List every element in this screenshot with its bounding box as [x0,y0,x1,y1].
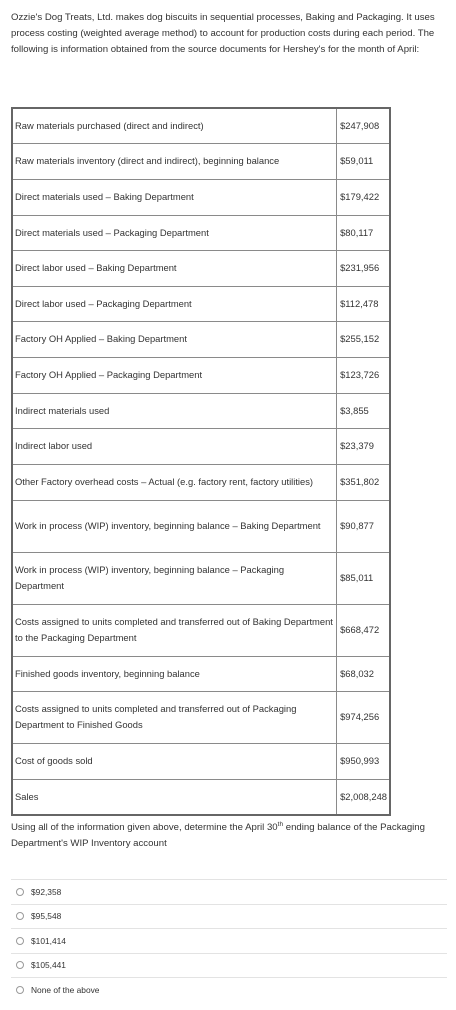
row-value: $23,379 [337,428,390,464]
table-row [12,250,390,286]
row-value: $974,256 [337,691,390,743]
row-label: Factory OH Applied – Baking Department [12,321,337,357]
row-value: $68,032 [337,656,390,691]
table-row [12,428,390,464]
answer-option[interactable] [11,928,447,953]
cost-data-table [11,107,391,816]
answer-option[interactable] [11,977,447,1002]
radio-button-icon[interactable] [16,937,24,945]
row-value: $85,011 [337,552,390,604]
row-value: $80,117 [337,215,390,250]
answer-option[interactable] [11,953,447,978]
question-text-start: Using all of the information given above, determine the April 30 [11,822,278,833]
radio-button-icon[interactable] [16,986,24,994]
row-label: Indirect labor used [12,428,337,464]
row-label: Costs assigned to units completed and transferred out of Baking Department to the Packaging Department [12,604,337,656]
question-text-end: ending balance of the Packaging Department's WIP Inventory account [11,822,425,849]
table-row [12,108,390,143]
row-value: $179,422 [337,179,390,215]
answer-option[interactable] [11,879,447,904]
row-value: $351,802 [337,464,390,500]
answer-option-label: $92,358 [31,886,62,897]
table-row [12,357,390,393]
answer-option-label: $101,414 [31,935,66,946]
question-superscript: th [277,820,284,828]
table-row [12,215,390,250]
row-label: Finished goods inventory, beginning balance [12,656,337,691]
row-label: Work in process (WIP) inventory, beginning balance – Packaging Department [12,552,337,604]
table-row [12,656,390,691]
question-text [11,820,447,852]
table-row [12,552,390,604]
table-row [12,500,390,552]
row-value: $59,011 [337,143,390,179]
table-row [12,286,390,321]
row-label: Other Factory overhead costs – Actual (e.g. factory rent, factory utilities) [12,464,337,500]
answer-option[interactable] [11,904,447,929]
table-row [12,393,390,428]
row-label: Work in process (WIP) inventory, beginning balance – Baking Department [12,500,337,552]
row-label: Indirect materials used [12,393,337,428]
row-label: Factory OH Applied – Packaging Department [12,357,337,393]
row-label: Raw materials inventory (direct and indirect), beginning balance [12,143,337,179]
row-value: $90,877 [337,500,390,552]
answer-option-label: $105,441 [31,960,66,971]
table-row [12,464,390,500]
radio-button-icon[interactable] [16,912,24,920]
radio-button-icon[interactable] [16,961,24,969]
row-value: $3,855 [337,393,390,428]
table-row [12,604,390,656]
problem-intro: Ozzie's Dog Treats, Ltd. makes dog biscuits in sequential processes, Baking and Packaging. It uses process costing (weighted average method) to account for production costs during each period. The following is information obtained from the source documents for Hershey's for the month of April: [11,12,435,55]
row-label: Cost of goods sold [12,743,337,779]
row-value: $255,152 [337,321,390,357]
table-row [12,179,390,215]
row-label: Direct labor used – Baking Department [12,250,337,286]
table-row [12,779,390,815]
row-label: Direct materials used – Baking Department [12,179,337,215]
row-value: $123,726 [337,357,390,393]
radio-button-icon[interactable] [16,888,24,896]
answer-options [11,879,447,1002]
row-value: $247,908 [337,108,390,143]
table-row [12,691,390,743]
row-value: $668,472 [337,604,390,656]
row-value: $231,956 [337,250,390,286]
answer-option-label: $95,548 [31,911,62,922]
row-value: $950,993 [337,743,390,779]
table-row [12,143,390,179]
table-row [12,321,390,357]
row-label: Raw materials purchased (direct and indirect) [12,108,337,143]
row-label: Sales [12,779,337,815]
answer-option-label: None of the above [31,984,100,995]
table-row [12,743,390,779]
row-label: Direct materials used – Packaging Department [12,215,337,250]
row-value: $2,008,248 [337,779,390,815]
row-value: $112,478 [337,286,390,321]
row-label: Costs assigned to units completed and transferred out of Packaging Department to Finished Goods [12,691,337,743]
row-label: Direct labor used – Packaging Department [12,286,337,321]
